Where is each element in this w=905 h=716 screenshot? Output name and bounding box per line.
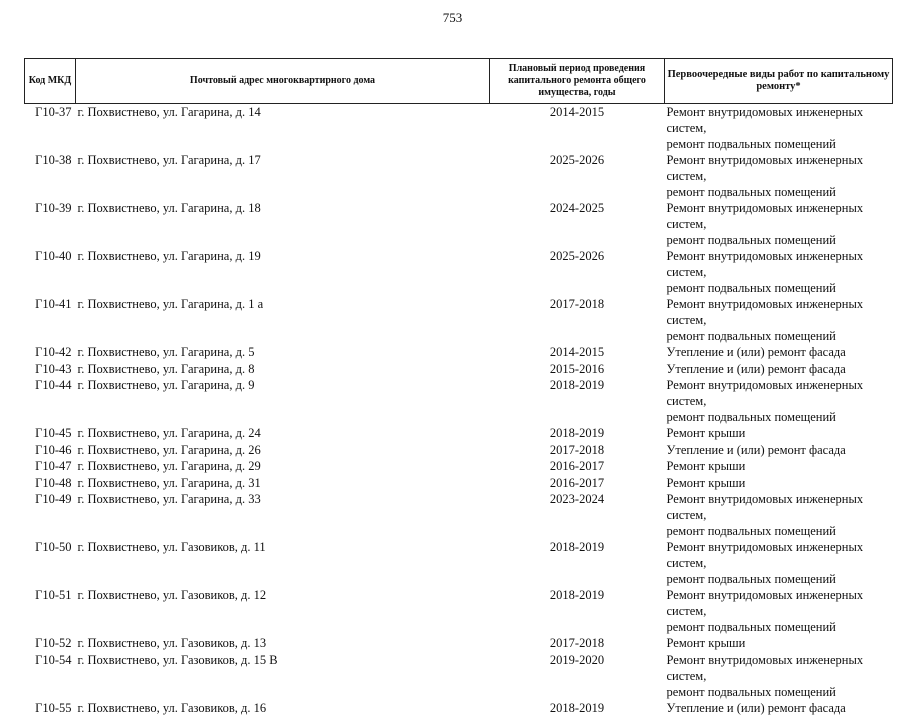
cell-code: Г10-52 — [25, 635, 76, 652]
works-line: Ремонт крыши — [667, 635, 893, 651]
cell-code: Г10-48 — [25, 475, 76, 492]
cell-period: 2018-2019 — [490, 377, 665, 425]
cell-period: 2018-2019 — [490, 700, 665, 716]
cell-works — [665, 248, 893, 296]
cell-address: г. Похвистнево, ул. Газовиков, д. 16 — [76, 700, 490, 716]
cell-period: 2016-2017 — [490, 458, 665, 475]
works-line: Ремонт внутридомовых инженерных систем, — [667, 491, 893, 523]
works-line: Ремонт внутридомовых инженерных систем, — [667, 539, 893, 571]
table-row — [25, 491, 893, 539]
table-row — [25, 458, 893, 475]
cell-period: 2017-2018 — [490, 635, 665, 652]
works-line: ремонт подвальных помещений — [667, 136, 893, 152]
table-row — [25, 377, 893, 425]
works-line: Ремонт внутридомовых инженерных систем, — [667, 587, 893, 619]
repair-schedule-table — [24, 58, 893, 716]
cell-works — [665, 587, 893, 635]
works-line: Ремонт внутридомовых инженерных систем, — [667, 248, 893, 280]
works-line: ремонт подвальных помещений — [667, 409, 893, 425]
cell-works — [665, 475, 893, 492]
works-line: ремонт подвальных помещений — [667, 232, 893, 248]
header-address: Почтовый адрес многоквартирного дома — [76, 59, 490, 104]
cell-works — [665, 700, 893, 716]
cell-address: г. Похвистнево, ул. Газовиков, д. 11 — [76, 539, 490, 587]
table-row — [25, 344, 893, 361]
table-row — [25, 635, 893, 652]
cell-address: г. Похвистнево, ул. Газовиков, д. 12 — [76, 587, 490, 635]
cell-address: г. Похвистнево, ул. Гагарина, д. 5 — [76, 344, 490, 361]
table-row — [25, 152, 893, 200]
cell-works — [665, 377, 893, 425]
cell-code: Г10-54 — [25, 652, 76, 700]
table-header — [25, 59, 893, 104]
header-period: Плановый период проведения капитального ремонта общего имущества, годы — [490, 59, 665, 104]
cell-period: 2023-2024 — [490, 491, 665, 539]
works-line: Ремонт внутридомовых инженерных систем, — [667, 104, 893, 136]
cell-works — [665, 635, 893, 652]
table-row — [25, 361, 893, 378]
cell-address: г. Похвистнево, ул. Гагарина, д. 31 — [76, 475, 490, 492]
works-line: Утепление и (или) ремонт фасада — [667, 361, 893, 377]
works-line: ремонт подвальных помещений — [667, 523, 893, 539]
cell-period: 2017-2018 — [490, 296, 665, 344]
cell-code: Г10-55 — [25, 700, 76, 716]
cell-code: Г10-47 — [25, 458, 76, 475]
table-row — [25, 104, 893, 153]
cell-code: Г10-49 — [25, 491, 76, 539]
cell-period: 2016-2017 — [490, 475, 665, 492]
cell-code: Г10-44 — [25, 377, 76, 425]
cell-code: Г10-43 — [25, 361, 76, 378]
header-code: Код МКД — [25, 59, 76, 104]
table-row — [25, 425, 893, 442]
cell-code: Г10-51 — [25, 587, 76, 635]
table-row — [25, 475, 893, 492]
cell-address: г. Похвистнево, ул. Гагарина, д. 19 — [76, 248, 490, 296]
cell-code: Г10-45 — [25, 425, 76, 442]
cell-address: г. Похвистнево, ул. Газовиков, д. 15 В — [76, 652, 490, 700]
cell-code: Г10-41 — [25, 296, 76, 344]
cell-address: г. Похвистнево, ул. Гагарина, д. 14 — [76, 104, 490, 153]
cell-works — [665, 296, 893, 344]
cell-code: Г10-42 — [25, 344, 76, 361]
table-row — [25, 442, 893, 459]
works-line: Ремонт внутридомовых инженерных систем, — [667, 152, 893, 184]
cell-period: 2019-2020 — [490, 652, 665, 700]
cell-works — [665, 539, 893, 587]
cell-works — [665, 491, 893, 539]
cell-address: г. Похвистнево, ул. Гагарина, д. 1 а — [76, 296, 490, 344]
cell-address: г. Похвистнево, ул. Гагарина, д. 29 — [76, 458, 490, 475]
works-line: ремонт подвальных помещений — [667, 619, 893, 635]
cell-period: 2018-2019 — [490, 539, 665, 587]
cell-address: г. Похвистнево, ул. Гагарина, д. 24 — [76, 425, 490, 442]
cell-code: Г10-46 — [25, 442, 76, 459]
cell-period: 2017-2018 — [490, 442, 665, 459]
works-line: ремонт подвальных помещений — [667, 684, 893, 700]
works-line: Ремонт крыши — [667, 425, 893, 441]
cell-works — [665, 425, 893, 442]
page-number: 753 — [0, 10, 905, 26]
cell-address: г. Похвистнево, ул. Гагарина, д. 9 — [76, 377, 490, 425]
cell-period: 2014-2015 — [490, 344, 665, 361]
table-row — [25, 200, 893, 248]
cell-period: 2018-2019 — [490, 425, 665, 442]
works-line: Ремонт внутридомовых инженерных систем, — [667, 296, 893, 328]
works-line: Ремонт внутридомовых инженерных систем, — [667, 200, 893, 232]
cell-works — [665, 152, 893, 200]
cell-period: 2014-2015 — [490, 104, 665, 153]
works-line: Ремонт внутридомовых инженерных систем, — [667, 377, 893, 409]
works-line: Утепление и (или) ремонт фасада — [667, 344, 893, 360]
table-row — [25, 587, 893, 635]
table-row — [25, 248, 893, 296]
cell-works — [665, 104, 893, 153]
cell-code: Г10-37 — [25, 104, 76, 153]
table-row — [25, 539, 893, 587]
works-line: Утепление и (или) ремонт фасада — [667, 442, 893, 458]
cell-code: Г10-50 — [25, 539, 76, 587]
cell-code: Г10-39 — [25, 200, 76, 248]
table-row — [25, 296, 893, 344]
works-line: Ремонт внутридомовых инженерных систем, — [667, 652, 893, 684]
cell-works — [665, 344, 893, 361]
works-line: ремонт подвальных помещений — [667, 571, 893, 587]
table-row — [25, 652, 893, 700]
cell-period: 2018-2019 — [490, 587, 665, 635]
cell-address: г. Похвистнево, ул. Гагарина, д. 18 — [76, 200, 490, 248]
cell-works — [665, 458, 893, 475]
cell-address: г. Похвистнево, ул. Гагарина, д. 17 — [76, 152, 490, 200]
cell-works — [665, 652, 893, 700]
cell-period: 2015-2016 — [490, 361, 665, 378]
works-line: Ремонт крыши — [667, 475, 893, 491]
cell-works — [665, 361, 893, 378]
works-line: Утепление и (или) ремонт фасада — [667, 700, 893, 716]
works-line: Ремонт крыши — [667, 458, 893, 474]
cell-works — [665, 200, 893, 248]
cell-address: г. Похвистнево, ул. Гагарина, д. 8 — [76, 361, 490, 378]
cell-address: г. Похвистнево, ул. Газовиков, д. 13 — [76, 635, 490, 652]
cell-period: 2025-2026 — [490, 248, 665, 296]
cell-code: Г10-38 — [25, 152, 76, 200]
cell-address: г. Похвистнево, ул. Гагарина, д. 33 — [76, 491, 490, 539]
table-row — [25, 700, 893, 716]
cell-code: Г10-40 — [25, 248, 76, 296]
works-line: ремонт подвальных помещений — [667, 328, 893, 344]
works-line: ремонт подвальных помещений — [667, 280, 893, 296]
cell-works — [665, 442, 893, 459]
table-body — [25, 104, 893, 716]
cell-address: г. Похвистнево, ул. Гагарина, д. 26 — [76, 442, 490, 459]
header-works: Первоочередные виды работ по капитальному ремонту* — [665, 59, 893, 104]
works-line: ремонт подвальных помещений — [667, 184, 893, 200]
cell-period: 2025-2026 — [490, 152, 665, 200]
cell-period: 2024-2025 — [490, 200, 665, 248]
